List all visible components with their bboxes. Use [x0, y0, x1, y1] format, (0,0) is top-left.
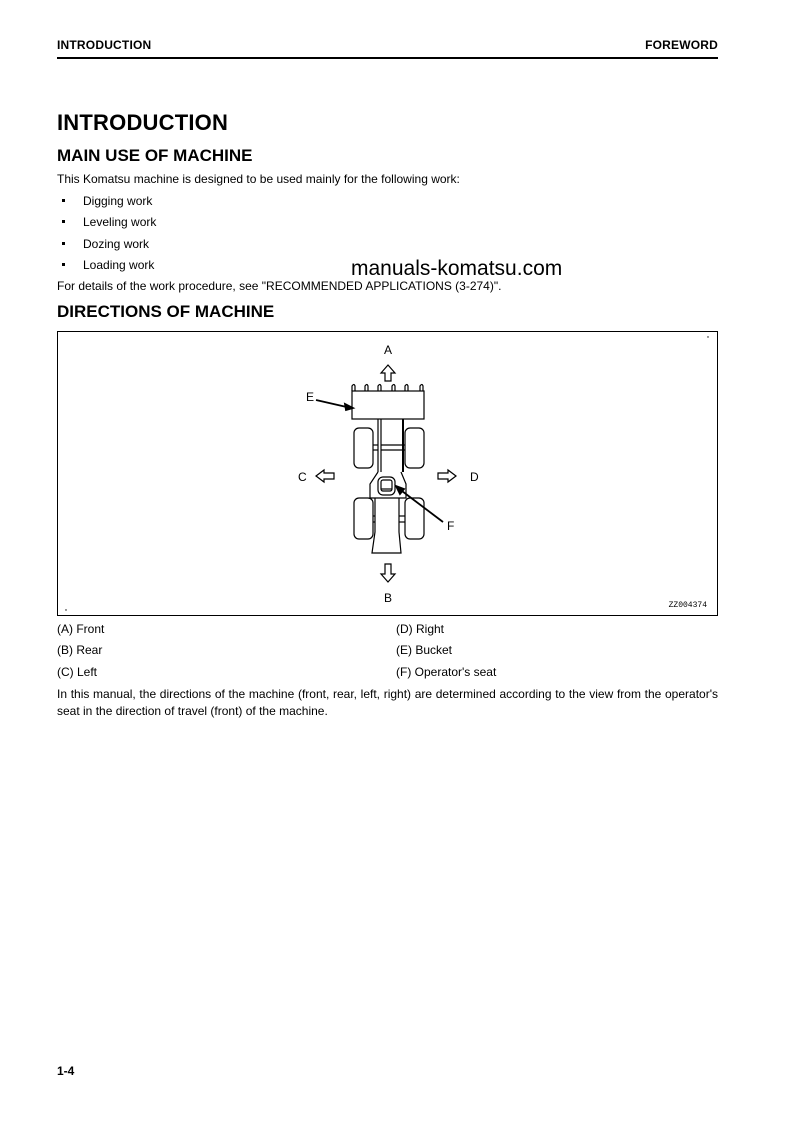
legend-item-operator-seat: (F) Operator's seat: [396, 665, 497, 679]
label-c: C: [298, 470, 307, 484]
arrow-left-icon: [316, 470, 334, 482]
list-item: Leveling work: [62, 214, 156, 235]
section-heading-main-use: MAIN USE OF MACHINE: [57, 146, 253, 165]
legend-item-rear: (B) Rear: [57, 643, 103, 657]
legend-item-right: (D) Right: [396, 622, 445, 636]
watermark: manuals-komatsu.com: [351, 257, 563, 280]
list-item: Digging work: [62, 193, 156, 214]
arrow-up-icon: [381, 365, 395, 381]
header-rule: [57, 57, 718, 59]
figure-code: ZZ004374: [668, 601, 707, 610]
label-d: D: [470, 470, 479, 484]
section-heading-directions: DIRECTIONS OF MACHINE: [57, 302, 275, 321]
label-b: B: [384, 591, 393, 605]
main-use-intro: This Komatsu machine is designed to be used mainly for the following work:: [57, 172, 460, 186]
page-number: 1-4: [57, 1064, 75, 1078]
page-header: [57, 36, 718, 56]
work-list: [62, 193, 156, 278]
arrow-right-icon: [438, 470, 456, 482]
machine-top-view-diagram: [58, 332, 717, 615]
bullet-icon: [62, 220, 65, 223]
directions-paragraph: In this manual, the directions of the machine (front, rear, left, right) are determined according to the view from the operator's seat in the direction of travel (front) of the machine.: [57, 687, 718, 718]
label-e: E: [306, 390, 315, 404]
operator-seat-icon: [378, 477, 395, 495]
work-procedure-note: For details of the work procedure, see "RECOMMENDED APPLICATIONS (3-274)".: [57, 279, 502, 293]
header-section: FOREWORD: [645, 38, 718, 52]
bullet-icon: [62, 263, 65, 266]
legend-item-left: (C) Left: [57, 665, 98, 679]
list-item: Loading work: [62, 257, 156, 278]
directions-figure: [57, 331, 718, 616]
legend-item-front: (A) Front: [57, 622, 105, 636]
bullet-icon: [62, 242, 65, 245]
arrow-down-icon: [381, 564, 395, 582]
label-a: A: [384, 343, 393, 357]
page-title: INTRODUCTION: [57, 110, 229, 135]
header-chapter: INTRODUCTION: [57, 38, 152, 52]
bucket-icon: [352, 385, 424, 420]
bullet-icon: [62, 199, 65, 202]
list-item: Dozing work: [62, 236, 156, 257]
label-f: F: [447, 519, 455, 533]
legend-item-bucket: (E) Bucket: [396, 643, 453, 657]
